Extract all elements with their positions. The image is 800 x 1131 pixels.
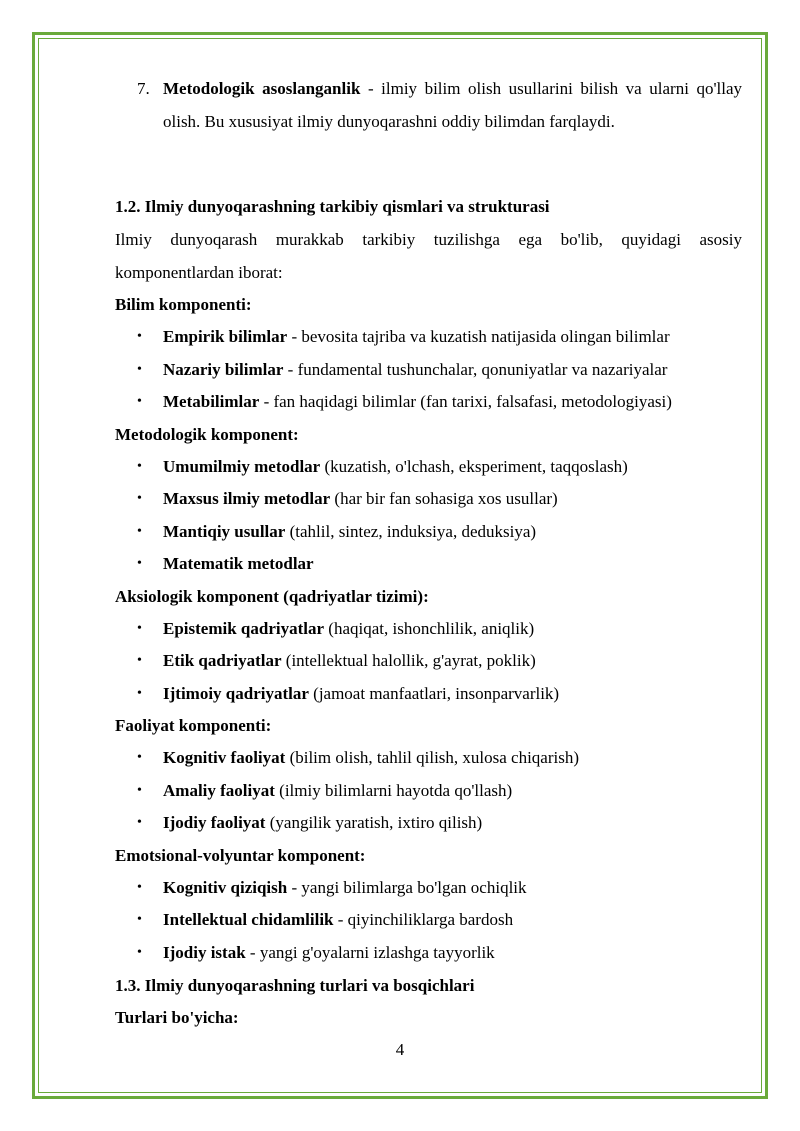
list-item-term: Ijtimoiy qadriyatlar xyxy=(163,683,309,703)
list-item-description: (haqiqat, ishonchlilik, aniqlik) xyxy=(324,618,535,638)
list-item-description: (bilim olish, tahlil qilish, xulosa chiqarish) xyxy=(285,748,580,767)
numbered-item-7 xyxy=(115,72,742,138)
list-item-text xyxy=(163,321,670,354)
list-item xyxy=(115,613,742,646)
list-item xyxy=(115,451,742,484)
list-item-description: (yangilik yaratish, ixtiro qilish) xyxy=(265,813,483,832)
bullet-list xyxy=(115,321,742,419)
list-item xyxy=(115,807,742,840)
bullet-icon: • xyxy=(137,879,142,895)
list-item xyxy=(115,775,742,808)
bullet-list xyxy=(115,742,742,840)
list-item-term: Matematik metodlar xyxy=(163,554,314,573)
bullet-icon: • xyxy=(137,685,142,701)
list-item-text xyxy=(163,678,559,711)
bullet-icon: • xyxy=(137,750,142,765)
list-item-description: (ilmiy bilimlarni hayotda qo'llash) xyxy=(274,780,513,800)
page-number: 4 xyxy=(395,1040,405,1059)
bullet-icon: • xyxy=(137,361,142,377)
list-item-description: (jamoat manfaatlari, insonparvarlik) xyxy=(308,683,560,703)
list-item-term: Ijodiy faoliyat xyxy=(163,813,266,832)
list-item-text xyxy=(163,483,558,516)
list-item xyxy=(115,548,742,581)
bullet-icon: • xyxy=(137,329,142,344)
list-item-text xyxy=(163,742,579,775)
list-item-term: Ijodiy istak xyxy=(163,942,246,962)
bullet-list xyxy=(115,872,742,970)
list-item xyxy=(115,483,742,516)
list-item xyxy=(115,321,742,354)
list-item-description: - yangi bilimlarga bo'lgan ochiqlik xyxy=(287,877,527,897)
subsection-title: Turlari bo'yicha: xyxy=(115,1008,239,1027)
list-item-description: - qiyinchiliklarga bardosh xyxy=(333,910,514,929)
list-item-text xyxy=(163,354,667,387)
group-title: Emotsional-volyuntar komponent: xyxy=(115,845,366,865)
list-item-text xyxy=(163,645,536,678)
list-item-text xyxy=(163,516,536,549)
component-groups xyxy=(115,289,742,969)
list-item-description: - fundamental tushunchalar, qonuniyatlar va nazariyalar xyxy=(283,359,668,379)
list-item xyxy=(115,386,742,419)
list-item-text xyxy=(163,613,534,646)
bullet-icon: • xyxy=(137,782,142,798)
list-item xyxy=(115,678,742,711)
bullet-icon: • xyxy=(137,653,142,668)
list-item-term: Amaliy faoliyat xyxy=(163,780,275,800)
list-item-description: (kuzatish, o'lchash, eksperiment, taqqoslash) xyxy=(320,456,628,476)
bullet-icon: • xyxy=(137,912,142,927)
item-description: - ilmiy bilim olish usullarini bilish va ularni qo'llay olish. Bu xususiyat ilmiy dunyoqarashni oddiy bilimdan farqlaydi. xyxy=(163,79,743,131)
group-title: Aksiologik komponent (qadriyatlar tizimi): xyxy=(115,586,429,606)
list-item xyxy=(115,904,742,937)
list-item xyxy=(115,645,742,678)
bullet-icon: • xyxy=(137,458,142,474)
list-item-term: Epistemik qadriyatlar xyxy=(163,618,325,638)
list-item-text xyxy=(163,775,512,808)
list-item xyxy=(115,872,742,905)
section-intro: Ilmiy dunyoqarash murakkab tarkibiy tuzilishga ega bo'lib, quyidagi asosiy komponentlardan iborat: xyxy=(115,230,742,282)
bullet-icon: • xyxy=(137,556,142,571)
list-item-text xyxy=(163,937,495,970)
item-number: 7. xyxy=(137,79,150,98)
list-item xyxy=(115,354,742,387)
item-text xyxy=(163,72,742,138)
list-item-term: Maxsus ilmiy metodlar xyxy=(163,489,331,508)
list-item-text xyxy=(163,872,527,905)
list-item-term: Nazariy bilimlar xyxy=(163,359,284,379)
list-item xyxy=(115,742,742,775)
list-item-text xyxy=(163,451,628,484)
list-item-term: Empirik bilimlar xyxy=(163,327,288,346)
bullet-icon: • xyxy=(137,394,142,409)
group-title: Bilim komponenti: xyxy=(115,295,252,314)
list-item xyxy=(115,937,742,970)
list-item-text xyxy=(163,807,482,840)
list-item-term: Metabilimlar xyxy=(163,392,260,411)
list-item-description: - bevosita tajriba va kuzatish natijasida olingan bilimlar xyxy=(287,327,670,346)
list-item-description: - fan haqidagi bilimlar (fan tarixi, falsafasi, metodologiyasi) xyxy=(259,392,672,411)
list-item-term: Intellektual chidamlilik xyxy=(163,910,334,929)
list-item-description: - yangi g'oyalarni izlashga tayyorlik xyxy=(245,942,495,962)
bullet-list xyxy=(115,613,742,711)
section-heading-1-3: 1.3. Ilmiy dunyoqarashning turlari va bosqichlari xyxy=(115,976,475,995)
group-title: Faoliyat komponenti: xyxy=(115,716,272,735)
list-item-description: (intellektual halollik, g'ayrat, poklik) xyxy=(281,651,536,670)
list-item xyxy=(115,516,742,549)
list-item-term: Umumilmiy metodlar xyxy=(163,456,321,476)
bullet-icon: • xyxy=(137,944,142,960)
bullet-icon: • xyxy=(137,620,142,636)
bullet-list xyxy=(115,451,742,581)
list-item-text xyxy=(163,904,513,937)
group-title: Metodologik komponent: xyxy=(115,424,299,444)
list-item-term: Kognitiv faoliyat xyxy=(163,748,286,767)
list-item-term: Mantiqiy usullar xyxy=(163,521,286,541)
section-heading-1-2: 1.2. Ilmiy dunyoqarashning tarkibiy qismlari va strukturasi xyxy=(115,197,550,216)
list-item-text xyxy=(163,386,672,419)
bullet-icon: • xyxy=(137,523,142,539)
bullet-icon: • xyxy=(137,491,142,506)
item-term: Metodologik asoslanganlik xyxy=(163,79,361,98)
page-content xyxy=(115,72,742,1034)
list-item-term: Etik qadriyatlar xyxy=(163,651,282,670)
bullet-icon: • xyxy=(137,815,142,830)
list-item-term: Kognitiv qiziqish xyxy=(163,877,288,897)
list-item-text xyxy=(163,548,314,581)
list-item-description: (har bir fan sohasiga xos usullar) xyxy=(330,489,558,508)
list-item-description: (tahlil, sintez, induksiya, deduksiya) xyxy=(285,521,537,541)
